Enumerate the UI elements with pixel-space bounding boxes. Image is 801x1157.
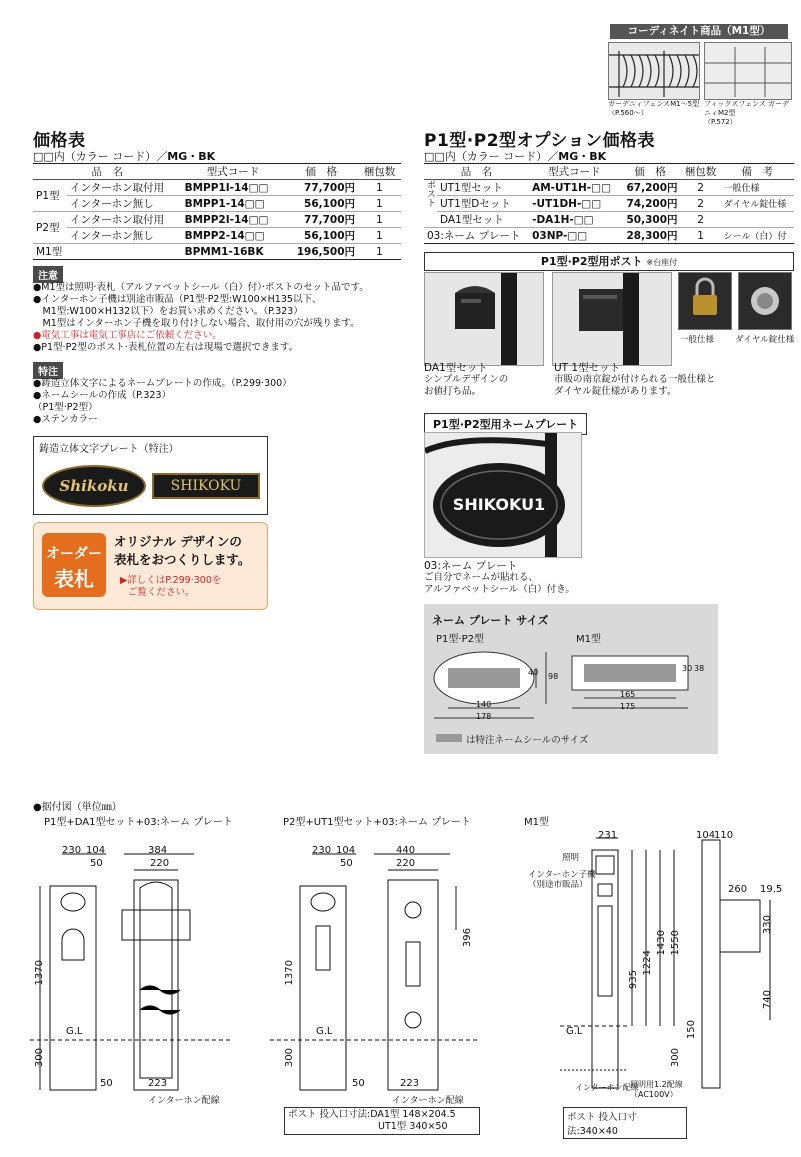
order-badge: オーダー 表札: [42, 533, 106, 597]
post-group-label: ポスト: [424, 180, 437, 228]
dial-lock-icon: [739, 273, 791, 329]
option-table: 品 名 型式コード 価 格 梱包数 備 考 ポスト UT1型セット AM-UT1H-□□ 67,200円 2 一般仕様 UT1型Dセット -UT1DH-□□ 74,200円 2 ダイヤル錠仕様 DA1型セット -DA1H-□□ 50,300円 2 03:ネーム プレート 03NP-□□ 28,300円 1 シール（白）付: [424, 163, 794, 244]
fence-photo-1: [608, 42, 700, 100]
coord-caption-1: ガーデニィフェンスM1～5型 （P.560～）: [608, 100, 700, 117]
order-link[interactable]: ▶詳しくはP.299·300を ご覧ください。: [120, 575, 222, 598]
lock-general-label: 一般仕様: [680, 335, 715, 345]
size-box: ネーム プレート サイズ P1型·P2型 M1型 40 98 140 178 30 38 165 175 は特注ネームシールのサイズ: [424, 604, 718, 754]
cast-plate-title: 鋳造立体文字プレート（特注）: [39, 444, 179, 455]
table-row: 03:ネーム プレート 03NP-□□ 28,300円 1 シール（白）付: [424, 228, 794, 244]
nameplate-section-header: P1型·P2型用ネームプレート: [424, 413, 587, 435]
option-table-subtitle: □□内（カラー コード）／MG・BK: [424, 150, 607, 163]
table-row: DA1型セット -DA1H-□□ 50,300円 2: [424, 212, 794, 228]
drawing-2-slot-box: ポスト 投入口寸法:DA1型 148×204.5 UT1型 340×50: [284, 1107, 480, 1135]
drawing-3-slot-box: ポスト 投入口寸法:340×40: [563, 1107, 687, 1139]
lock-dial-photo: [738, 272, 792, 330]
table-row: P1型 インターホン取付用 BMPP1I-14□□ 77,700円 1: [33, 180, 401, 196]
coord-header: コーディネイト商品（M1型）: [610, 24, 788, 39]
size-box-title: ネーム プレート サイズ: [432, 614, 549, 627]
table-row: M1型 BPMM1-16BK 196,500円 1: [33, 244, 401, 260]
da1-caption: DA1型セット シンプルデザインの お値打ち品。: [424, 362, 509, 397]
nameplate-caption: 03:ネーム プレート ご自分でネームが貼れる、 アルファベットシール（白）付き。: [424, 560, 575, 595]
drawing-1: [30, 830, 260, 1120]
price-table-title: 価格表: [33, 131, 86, 151]
option-table-title: P1型·P2型オプション価格表: [424, 131, 656, 151]
drawing-1-title: P1型+DA1型セット+03:ネーム プレート: [44, 817, 233, 828]
fence-illustration: [609, 43, 699, 99]
gl-label: G.L: [66, 1026, 83, 1037]
cast-plate-box: [33, 436, 268, 515]
lock-general-photo: [678, 272, 732, 330]
cast-plate-sample-oval: Shikoku: [42, 465, 146, 507]
fence-illustration-2: [705, 43, 791, 99]
col-qty: 梱包数: [358, 164, 401, 180]
order-banner[interactable]: オーダー 表札 オリジナル デザインの 表札をおつくりします。 ▶詳しくはP.299·300を ご覧ください。: [33, 522, 268, 610]
price-table: [33, 163, 401, 260]
table-row: インターホン無し BMPP2-14□□ 56,100円 1: [33, 228, 401, 244]
col-name: 品 名: [33, 164, 182, 180]
fence-photo-2: [704, 42, 792, 100]
drawing-2: [270, 830, 500, 1120]
table-row: インターホン無し BMPP1-14□□ 56,100円 1: [33, 196, 401, 212]
nameplate-text: SHIKOKU1: [452, 495, 546, 514]
da1-photo: [424, 272, 544, 366]
ut1-photo: [552, 272, 672, 366]
coord-caption-2: フィックスフェンス ガーデニィM2型 （P.572）: [704, 100, 790, 126]
padlock-icon: [679, 273, 731, 329]
ut1-caption: UT 1型セット 市販の南京錠が付けられる一般仕様と ダイヤル錠仕様があります。: [554, 362, 716, 397]
mailbox-illustration: [425, 273, 543, 365]
caution-label: 注意: [33, 266, 63, 283]
caution-list: ●M1型は照明·表札（アルファベットシール（白）付）·ポストのセット品です。 ●インターホン子機は別途市販品（P1型·P2型:W100×H135以下、 M1型:W100×H132以下）をお買い求めください。（P.323） M1型はインターホン子機を取り付けしない場合、取付用の穴が残ります。 ●電気工事は電気工事店にご依頼ください。 ●P1型·P2型のポスト·表札位置の左右は現場で選択できます。: [33, 282, 369, 353]
cast-plate-sample-rect: SHIKOKU: [152, 473, 260, 499]
lock-dial-label: ダイヤル錠仕様: [735, 335, 795, 345]
post-section-header: P1型·P2型用ポスト ※台座付: [424, 252, 794, 271]
table-row: ポスト UT1型セット AM-UT1H-□□ 67,200円 2 一般仕様: [424, 180, 794, 196]
special-list: ●鋳造立体文字によるネームプレートの作成。（P.299·300） ●ネームシールの作成（P.323） （P1型·P2型） ●ステンカラー: [33, 378, 292, 425]
table-row: UT1型Dセット -UT1DH-□□ 74,200円 2 ダイヤル錠仕様: [424, 196, 794, 212]
mailbox-ut1-illustration: [553, 273, 671, 365]
col-code: 型式コード: [182, 164, 285, 180]
special-label: 特注: [33, 362, 63, 379]
drawing-3-title: M1型: [524, 817, 549, 828]
nameplate-photo: [424, 432, 582, 558]
size-legend: は特注ネームシールのサイズ: [466, 735, 589, 746]
drawing-2-title: P2型+UT1型セット+03:ネーム プレート: [283, 817, 471, 828]
table-row: P2型 インターホン取付用 BMPP2I-14□□ 77,700円 1: [33, 212, 401, 228]
unit-note: ●据付図（単位㎜）: [33, 802, 122, 813]
col-price: 価 格: [284, 164, 358, 180]
price-table-subtitle: □□内（カラー コード）／MG・BK: [33, 150, 216, 163]
